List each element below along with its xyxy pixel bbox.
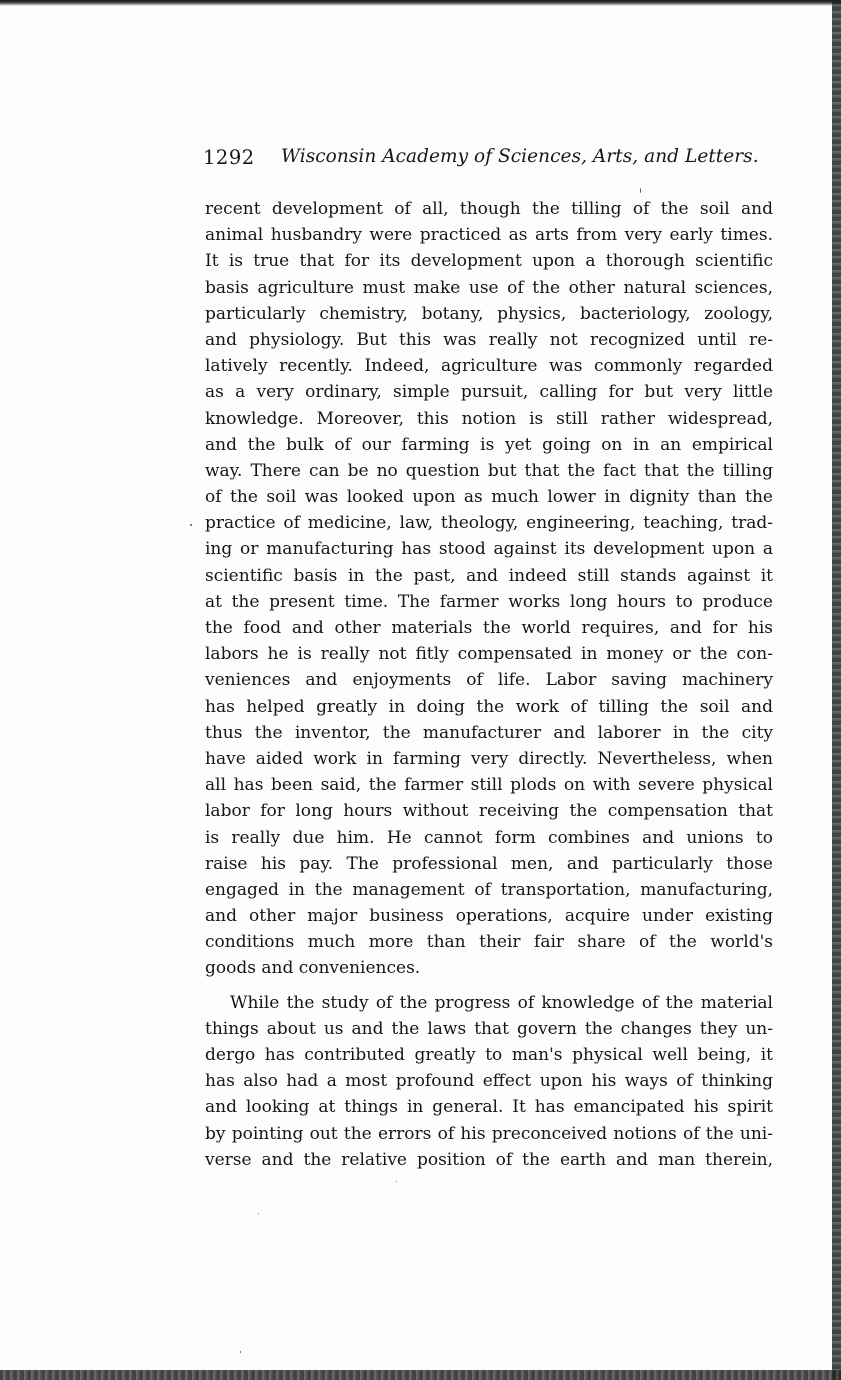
body-text (205, 196, 773, 1173)
text-line: recent development of all, though the tilling of the soil and (205, 199, 773, 219)
paragraph (205, 990, 773, 1173)
paragraph-gap (205, 982, 773, 990)
text-line: all has been said, the farmer still plods on with severe physical (205, 775, 773, 796)
text-line: have aided work in farming very directly. Nevertheless, when (205, 748, 773, 769)
page-header (203, 146, 773, 176)
text-line: and other major business operations, acquire under existing (205, 906, 773, 927)
text-line: things about us and the laws that govern the changes they un- (205, 1018, 773, 1039)
text-line: and the bulk of our farming is yet going on in an empirical (205, 434, 773, 455)
page-right-edge (832, 0, 841, 1380)
text-line: particularly chemistry, botany, physics, bacteriology, zoology, (205, 303, 773, 324)
text-line: raise his pay. The professional men, and particularly those (205, 853, 773, 874)
text-line: by pointing out the errors of his preconceived notions of the uni- (205, 1123, 773, 1144)
text-line: knowledge. Moreover, this notion is still rather widespread, (205, 408, 773, 429)
paper-speck (240, 1351, 241, 1353)
text-line: thus the inventor, the manufacturer and laborer in the city (205, 722, 773, 743)
text-line: as a very ordinary, simple pursuit, calling for but very little (205, 382, 773, 403)
text-line: the food and other materials the world requires, and for his (205, 618, 773, 638)
page-number: 1292 (203, 146, 255, 169)
text-line: latively recently. Indeed, agriculture was commonly regarded (205, 356, 773, 377)
paper-speck (640, 188, 641, 193)
text-line: is really due him. He cannot form combines and unions to (205, 827, 773, 848)
text-line: engaged in the management of transportation, manufacturing, (205, 879, 773, 900)
text-line: scientific basis in the past, and indeed still stands against it (205, 565, 773, 586)
paper-speck (258, 1213, 259, 1214)
text-line: conditions much more than their fair share of the world's (205, 932, 773, 953)
text-line: has helped greatly in doing the work of tilling the soil and (205, 696, 773, 717)
running-title: Wisconsin Academy of Sciences, Arts, and Letters. (281, 146, 759, 167)
text-line: and physiology. But this was really not recognized until re- (205, 329, 773, 350)
text-line: verse and the relative position of the earth and man therein, (205, 1149, 773, 1170)
text-line: of the soil was looked upon as much lower in dignity than the (205, 487, 773, 508)
text-line: veniences and enjoyments of life. Labor saving machinery (205, 670, 773, 691)
text-line: at the present time. The farmer works long hours to produce (205, 591, 773, 612)
text-line: labor for long hours without receiving the compensation that (205, 801, 773, 822)
text-line: labors he is really not fitly compensated in money or the con- (205, 644, 773, 665)
page-bottom-edge (0, 1370, 841, 1380)
page-top-edge (0, 0, 841, 6)
paper-speck (190, 524, 192, 526)
text-line: dergo has contributed greatly to man's physical well being, it (205, 1045, 773, 1065)
text-line: practice of medicine, law, theology, engineering, teaching, trad- (205, 513, 773, 534)
text-line: It is true that for its development upon a thorough scientific (205, 251, 773, 272)
text-line: has also had a most profound effect upon his ways of thinking (205, 1071, 773, 1092)
text-line: and looking at things in general. It has emancipated his spirit (205, 1097, 773, 1118)
text-line: animal husbandry were practiced as arts from very early times. (205, 225, 773, 246)
paper-speck (396, 1181, 397, 1182)
text-line: basis agriculture must make use of the other natural sciences, (205, 277, 773, 298)
text-line: goods and conveniences. (205, 958, 421, 979)
text-line: While the study of the progress of knowledge of the material (230, 992, 773, 1013)
text-line: way. There can be no question but that the fact that the tilling (205, 460, 773, 481)
text-line: ing or manufacturing has stood against its development upon a (205, 539, 773, 560)
paragraph (205, 196, 773, 982)
